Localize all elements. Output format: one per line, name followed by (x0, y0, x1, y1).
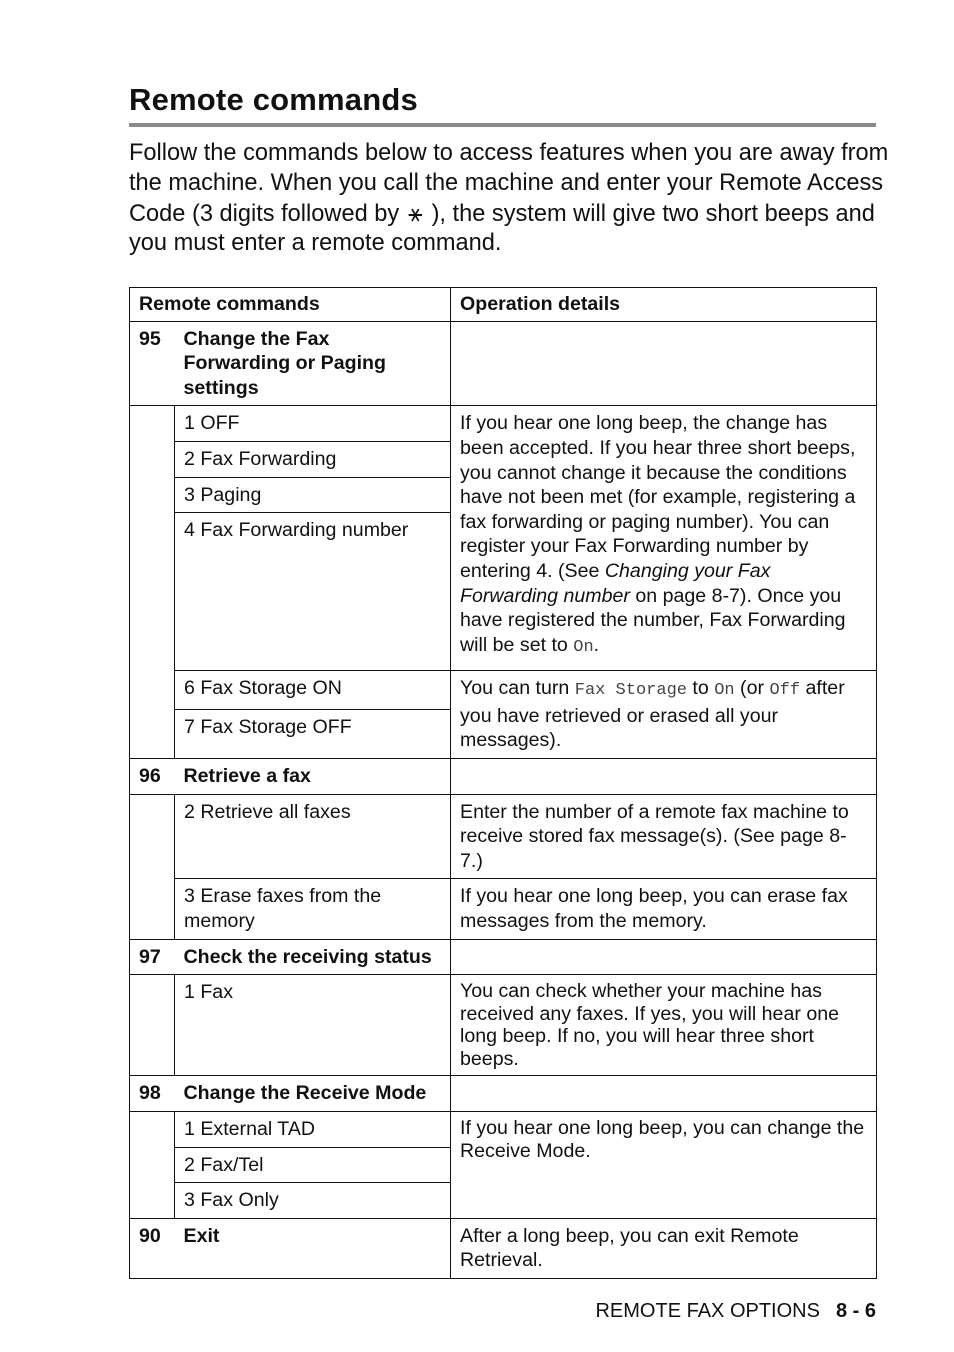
command-heading-95: Change the Fax Forwarding or Paging settings (175, 321, 451, 406)
table-row (130, 879, 877, 939)
command-heading-96: Retrieve a fax (175, 758, 451, 794)
option-item: 2 Fax/Tel (175, 1147, 451, 1183)
table-row (130, 406, 877, 442)
table-row (130, 1218, 877, 1278)
command-number-95: 95 (130, 321, 175, 406)
detail-text: on page 8-7). Once you have registered the number, Fax Forwarding will be set to (460, 584, 846, 656)
command-heading-97: Check the receiving status (175, 939, 451, 975)
star-key-icon: ⚹ (408, 199, 423, 227)
detail-text: to (686, 677, 715, 700)
remote-commands-table (129, 287, 877, 1279)
detail-empty (451, 1076, 877, 1112)
option-item: 2 Retrieve all faxes (175, 794, 451, 879)
operation-detail: Enter the number of a remote fax machine to receive stored fax message(s). (See page 8-7.) (451, 794, 877, 879)
table-row (130, 321, 877, 406)
detail-empty (451, 758, 877, 794)
command-number-97: 97 (130, 939, 175, 975)
detail-empty (451, 939, 877, 975)
detail-text: after you have retrieved or erased all your messages). (460, 677, 845, 752)
intro-text-1: Follow the commands below to access features when you are away from the machine. When you call the machine and enter your Remote Access Code (3 digits followed by (129, 140, 889, 227)
table-row (130, 1112, 877, 1148)
command-heading-98: Change the Receive Mode (175, 1076, 451, 1112)
intro-paragraph (129, 139, 889, 259)
detail-text: You can turn (460, 677, 575, 700)
option-item: 1 Fax (175, 975, 451, 1076)
page-number: 8 - 6 (835, 1300, 876, 1322)
option-item: 3 Erase faxes from the memory (175, 879, 451, 939)
table-row (130, 939, 877, 975)
operation-detail: After a long beep, you can exit Remote Retrieval. (451, 1218, 877, 1278)
table-row (130, 671, 877, 710)
operation-detail (451, 671, 877, 759)
detail-empty (451, 321, 877, 406)
display-text: Fax Storage (574, 681, 687, 701)
table-row (130, 794, 877, 879)
title-rule (129, 123, 876, 127)
option-item: 3 Fax Only (175, 1183, 451, 1219)
command-number-90: 90 (130, 1218, 175, 1278)
detail-reference: Changing your Fax Forwarding number (460, 559, 771, 607)
option-item: 1 OFF (175, 406, 451, 442)
indent-cell (130, 794, 175, 939)
indent-cell (130, 406, 175, 759)
indent-cell (130, 1112, 175, 1219)
option-item: 6 Fax Storage ON (175, 671, 451, 710)
display-text: Off (769, 681, 801, 701)
display-text: On (573, 637, 594, 657)
table-row (130, 758, 877, 794)
option-item: 2 Fax Forwarding (175, 441, 451, 477)
indent-cell (130, 975, 175, 1076)
operation-detail: You can check whether your machine has received any faxes. If yes, you will hear one long beep. If no, you will hear three short beeps. (451, 975, 877, 1076)
command-number-96: 96 (130, 758, 175, 794)
header-operation-details: Operation details (451, 288, 877, 322)
footer-section: REMOTE FAX OPTIONS (595, 1300, 820, 1322)
command-number-98: 98 (130, 1076, 175, 1112)
option-item: 4 Fax Forwarding number (175, 513, 451, 671)
detail-text: If you hear one long beep, the change has been accepted. If you hear three short beeps, you cannot change it because the conditions have not been met (for example, registering a fax forwarding or paging number). You can register your Fax Forwarding number by entering 4. (See (460, 412, 856, 582)
display-text: On (714, 681, 735, 701)
option-item: 1 External TAD (175, 1112, 451, 1148)
detail-text: . (593, 633, 600, 656)
table-row (130, 975, 877, 1076)
command-heading-90: Exit (175, 1218, 451, 1278)
operation-detail: If you hear one long beep, you can change the Receive Mode. (451, 1112, 877, 1219)
operation-detail (451, 406, 877, 671)
header-remote-commands: Remote commands (130, 288, 451, 322)
option-item: 3 Paging (175, 477, 451, 513)
intro-text-2: ), the system will give two short beeps and you must enter a remote command. (129, 200, 875, 257)
option-item: 7 Fax Storage OFF (175, 709, 451, 758)
page-footer (595, 1300, 876, 1323)
detail-text: (or (734, 677, 770, 700)
table-row (130, 1076, 877, 1112)
page-title: Remote commands (129, 82, 418, 117)
operation-detail: If you hear one long beep, you can erase fax messages from the memory. (451, 879, 877, 939)
table-header-row (130, 288, 877, 322)
